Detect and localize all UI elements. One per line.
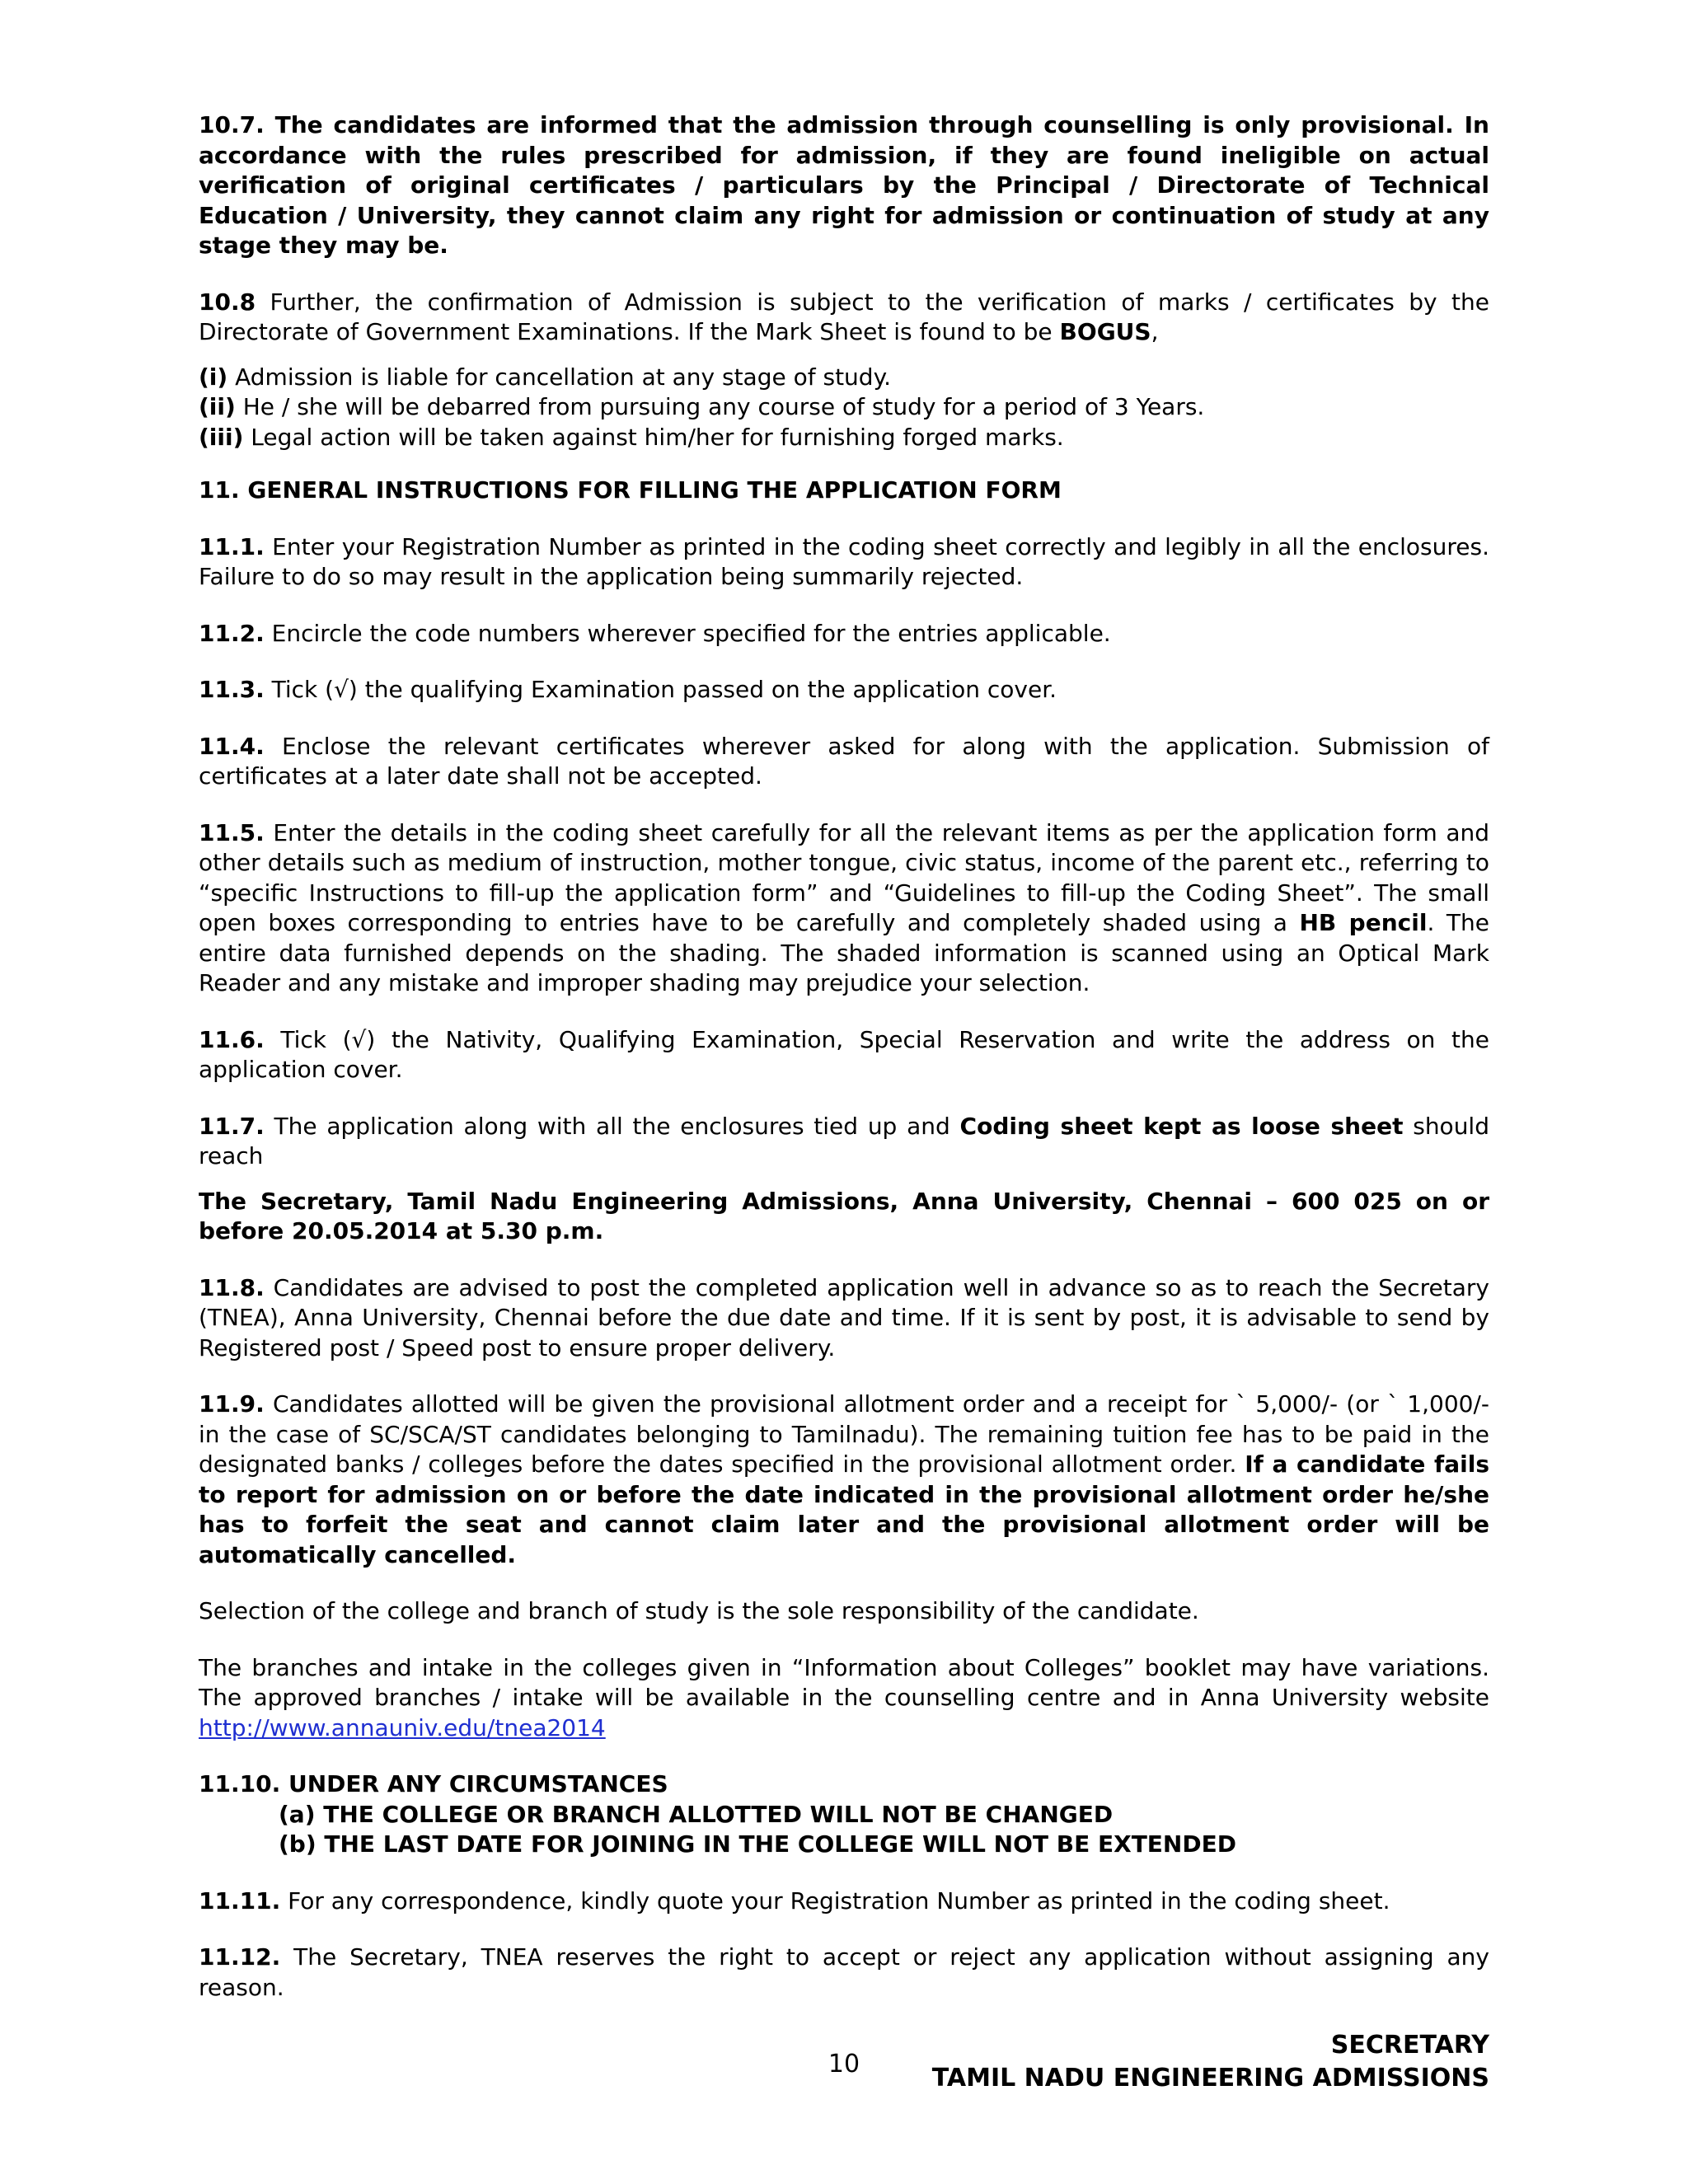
para-11-2 (199, 619, 1489, 649)
para-number: 11.9. (199, 1390, 265, 1418)
para-number: 11.12. (199, 1943, 281, 1971)
para-text: Candidates allotted will be given the provisional allotment order and a receipt for ` 5,000/- (or ` 1,000/- in the case of SC/SCA/ST candidates belonging to Tamilnadu). The remaining tuition fee has to be paid in the designated banks / colleges before the dates specified in the provisional allotment order. (199, 1390, 1489, 1478)
para-text: For any correspondence, kindly quote your Registration Number as printed in the coding sheet. (280, 1886, 1390, 1915)
list-number: (ii) (199, 393, 236, 420)
para-tail: , (1151, 318, 1159, 345)
para-11-5 (199, 818, 1489, 999)
para-10-7: 10.7. The candidates are informed that the admission through counselling is only provisional. In accordance with the rules prescribed for admission, if they are found ineligible on actual verification of original certificates / particulars by the Principal / Directorate of Technical Education / University, they cannot claim any right for admission or continuation of study at any stage they may be. (199, 111, 1489, 259)
para-10-8 (199, 288, 1489, 348)
bogus-emphasis: BOGUS (1059, 318, 1151, 345)
para-number: 11.3. (199, 676, 265, 703)
para-text: Tick (√) the Nativity, Qualifying Examination, Special Reservation and write the address on the application cover. (199, 1025, 1489, 1083)
para-number: 11.11. (199, 1886, 281, 1915)
list-item (199, 392, 1489, 423)
para-text: The application along with all the enclosures tied up and (264, 1112, 960, 1140)
branches-note (199, 1653, 1489, 1744)
para-number: 11.5. (199, 818, 265, 846)
para-tail: should reach (199, 1112, 1489, 1169)
list-number: (iii) (199, 423, 244, 451)
tnea-website-link[interactable]: http://www.annauniv.edu/tnea2014 (199, 1713, 606, 1741)
para-text: Tick (√) the qualifying Examination passed on the application cover. (264, 676, 1057, 703)
circumstance-item: (b) THE LAST DATE FOR JOINING IN THE COLLEGE WILL NOT BE EXTENDED (279, 1830, 1236, 1858)
para-11-6 (199, 1025, 1489, 1085)
para-number: 11.6. (199, 1025, 265, 1053)
para-tail: . The entire data furnished depends on the shading. The shaded information is scanned using an Optical Mark Reader and any mistake and improper shading may prejudice your selection. (199, 909, 1489, 996)
submission-address: The Secretary, Tamil Nadu Engineering Admissions, Anna University, Chennai – 600 025 on or before 20.05.2014 at 5.30 p.m. (199, 1187, 1489, 1244)
signature-office: TAMIL NADU ENGINEERING ADMISSIONS (931, 2064, 1489, 2093)
para-number: 11.2. (199, 619, 265, 647)
para-11-8 (199, 1273, 1489, 1364)
hb-pencil-emphasis: HB pencil (1299, 909, 1428, 936)
para-11-7 (199, 1112, 1489, 1172)
list-text: Admission is liable for cancellation at any stage of study. (227, 363, 892, 391)
selection-note: Selection of the college and branch of study is the sole responsibility of the candidate. (199, 1597, 1199, 1624)
para-number: 11.4. (199, 732, 265, 760)
forfeit-warning: If a candidate fails to report for admission on or before the date indicated in the provisional allotment order he/she has to forfeit the seat and cannot claim later and the provisional allotment order will be automatically cancelled. (199, 1451, 1489, 1568)
signature-title: SECRETARY (1330, 2031, 1489, 2060)
para-text: The branches and intake in the colleges given in “Information about Colleges” booklet may have variations. The approved branches / intake will be available in the counselling centre and in Anna University website (199, 1653, 1489, 1711)
para-11-12 (199, 1943, 1489, 2003)
coding-sheet-emphasis: Coding sheet kept as loose sheet (959, 1112, 1404, 1140)
list-item (199, 423, 1489, 453)
para-text: Enclose the relevant certificates wherever asked for along with the application. Submission of certificates at a later date shall not be accepted. (199, 732, 1489, 790)
list-number: (i) (199, 363, 228, 391)
section-heading-11: 11. GENERAL INSTRUCTIONS FOR FILLING THE APPLICATION FORM (199, 476, 1062, 504)
document-page (199, 110, 1489, 2095)
page-number: 10 (828, 2050, 860, 2079)
para-number: 10.8 (199, 288, 256, 316)
para-11-11 (199, 1886, 1489, 1917)
circumstance-item: (a) THE COLLEGE OR BRANCH ALLOTTED WILL NOT BE CHANGED (279, 1800, 1114, 1828)
consequence-list (199, 363, 1489, 453)
list-text: He / she will be debarred from pursuing any course of study for a period of 3 Years. (235, 393, 1205, 420)
circumstances-block (199, 1769, 1489, 1860)
para-text: The Secretary, TNEA reserves the right to accept or reject any application without assigning any reason. (199, 1943, 1489, 2001)
para-11-4 (199, 732, 1489, 792)
para-number: 11.1. (199, 532, 265, 560)
list-text: Legal action will be taken against him/her for furnishing forged marks. (243, 423, 1064, 451)
para-text: Encircle the code numbers wherever specified for the entries applicable. (264, 619, 1111, 647)
para-11-3 (199, 675, 1489, 705)
para-number: 11.8. (199, 1273, 265, 1301)
list-item (199, 363, 1489, 393)
para-number: 11.7. (199, 1112, 265, 1140)
para-text: Enter your Registration Number as printed in the coding sheet correctly and legibly in all the enclosures. Failure to do so may result in the application being summarily rejected. (199, 532, 1489, 590)
para-11-1 (199, 532, 1489, 593)
para-text: Further, the confirmation of Admission is subject to the verification of marks / certificates by the Directorate of Government Examinations. If the Mark Sheet is found to be (199, 288, 1489, 345)
section-heading-11-10: 11.10. UNDER ANY CIRCUMSTANCES (199, 1770, 668, 1797)
para-text: Candidates are advised to post the completed application well in advance so as to reach the Secretary (TNEA), Anna University, Chennai before the due date and time. If it is sent by post, it is advisable to send by Registered post / Speed post to ensure proper delivery. (199, 1273, 1489, 1361)
para-11-9 (199, 1390, 1489, 1570)
para-text: Enter the details in the coding sheet carefully for all the relevant items as per the application form and other details such as medium of instruction, mother tongue, civic status, income of the parent etc., referring to “specific Instructions to fill-up the application form” and “Guidelines to fill-up the Coding Sheet”. The small open boxes corresponding to entries have to be carefully and completely shaded using a (199, 818, 1489, 936)
